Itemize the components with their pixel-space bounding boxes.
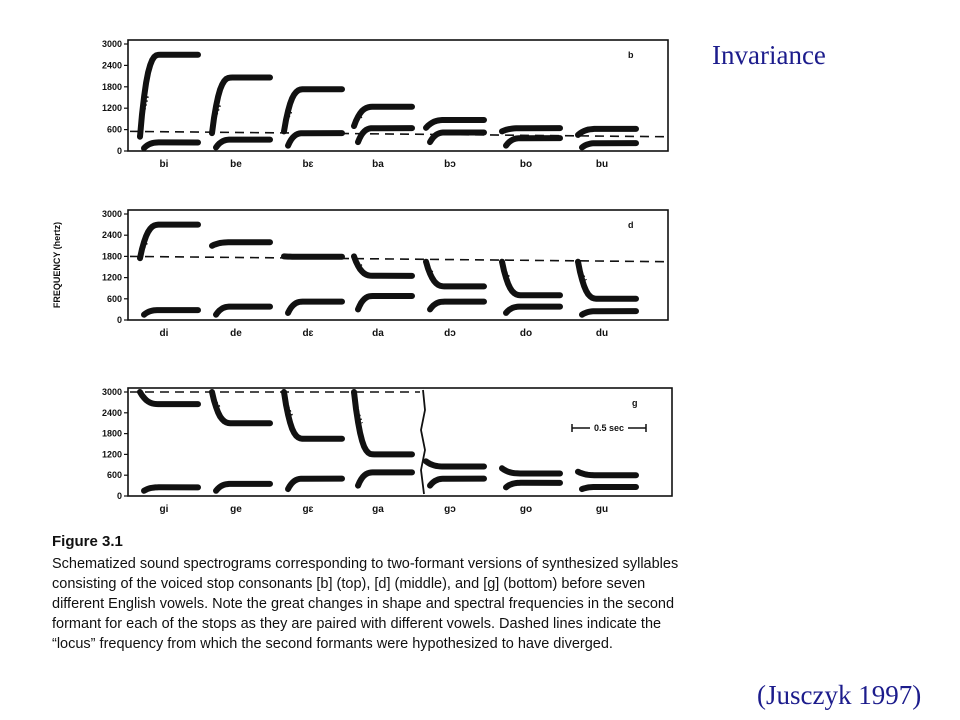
panel-letter: d xyxy=(628,220,634,230)
panel-frame xyxy=(128,40,668,151)
formant-f2 xyxy=(284,89,342,131)
caption-body: Schematized sound spectrograms corresponding to two-formant versions of synthesized syllables consisting of the voiced stop consonants [b] (top), [d] (middle), and [g] (bottom) before seven different English vowels. Note the great changes in shape and spectral frequencies in the second formant for each of the stops as they are paired with different vowels. Dashed lines indicate the “locus” frequency from which the second formants were hypothesized to have diverged. xyxy=(52,556,679,652)
syllable-label: gɔ xyxy=(444,504,456,515)
formant-f1 xyxy=(288,133,342,145)
locus-line xyxy=(130,256,666,261)
formant-f1 xyxy=(506,483,560,488)
syllable-label: gi xyxy=(159,504,169,515)
formant-f2 xyxy=(212,78,270,134)
y-tick-label: 2400 xyxy=(101,407,122,418)
formant-f2 xyxy=(502,262,560,296)
formant-f2 xyxy=(578,129,636,135)
formant-f2 xyxy=(578,262,636,299)
caption-heading: Figure 3.1 xyxy=(52,533,123,550)
syllable-label: dɔ xyxy=(444,328,456,339)
formant-f2 xyxy=(502,468,560,473)
panel-letter: b xyxy=(628,50,634,60)
syllable-label: dɛ xyxy=(302,328,314,339)
figure-caption xyxy=(52,532,682,654)
formant-f2 xyxy=(578,472,636,475)
y-tick-label: 1800 xyxy=(101,81,122,92)
syllable-label: ba xyxy=(372,159,384,170)
citation: (Jusczyk 1997) xyxy=(757,680,922,710)
formant-f1 xyxy=(430,302,484,310)
formant-f2 xyxy=(426,120,484,128)
panel-d xyxy=(102,209,668,339)
formant-f2 xyxy=(426,262,484,287)
formant-f1 xyxy=(506,138,560,145)
formant-f2 xyxy=(212,392,270,423)
y-tick-label: 1200 xyxy=(101,449,122,460)
syllable-label: da xyxy=(372,328,384,339)
formant-f2 xyxy=(140,55,198,137)
formant-f1 xyxy=(216,484,270,491)
time-scale-bar xyxy=(572,423,646,433)
formant-f2 xyxy=(354,107,412,126)
y-tick-label: 3000 xyxy=(101,209,122,219)
panel-b xyxy=(102,39,668,170)
formant-f1 xyxy=(144,487,198,491)
syllable-label: bɔ xyxy=(444,159,456,170)
y-tick-label: 1800 xyxy=(101,251,122,262)
formant-f2 xyxy=(502,128,560,131)
panel-frame xyxy=(128,210,668,320)
formant-f1 xyxy=(582,143,636,147)
formant-f1 xyxy=(144,142,198,148)
y-tick-label: 1200 xyxy=(101,272,122,283)
syllable-label: di xyxy=(159,328,169,339)
formant-f1 xyxy=(288,479,342,489)
y-tick-label: 2400 xyxy=(101,60,122,71)
formant-f2 xyxy=(140,225,198,259)
syllable-label: go xyxy=(519,504,533,515)
syllable-label: ge xyxy=(230,504,242,515)
slide-title: Invariance xyxy=(712,40,826,70)
spectrogram-panels xyxy=(102,39,672,515)
splice-marker xyxy=(421,390,425,494)
y-tick-label: 1800 xyxy=(101,428,122,439)
formant-f1 xyxy=(430,132,484,142)
y-tick-label: 3000 xyxy=(101,39,122,49)
formant-f1 xyxy=(216,140,270,148)
syllable-label: ga xyxy=(372,504,384,515)
y-tick-label: 3000 xyxy=(101,387,122,397)
formant-f2 xyxy=(426,461,484,466)
formant-f1 xyxy=(358,296,412,309)
formant-f2 xyxy=(212,242,270,246)
syllable-label: bu xyxy=(595,159,609,170)
panel-g xyxy=(102,387,672,515)
formant-f1 xyxy=(288,302,342,313)
formant-f1 xyxy=(144,310,198,315)
formant-f1 xyxy=(358,128,412,142)
y-axis-label: FREQUENCY (hertz) xyxy=(52,221,62,309)
syllable-label: do xyxy=(519,328,533,339)
syllable-label: gu xyxy=(595,504,609,515)
y-tick-label: 0 xyxy=(116,146,122,156)
formant-f1 xyxy=(216,307,270,315)
y-tick-label: 0 xyxy=(116,491,122,501)
syllable-label: du xyxy=(595,328,609,339)
syllable-label: de xyxy=(230,328,242,339)
y-tick-label: 1200 xyxy=(101,103,122,114)
formant-f1 xyxy=(358,472,412,485)
y-tick-label: 0 xyxy=(116,315,122,325)
formant-f2 xyxy=(354,392,412,454)
formant-f2 xyxy=(140,392,198,404)
panel-letter: g xyxy=(632,398,638,408)
syllable-label: bi xyxy=(159,159,169,170)
syllable-label: gɛ xyxy=(302,504,314,515)
scale-bar-label: 0.5 sec xyxy=(593,423,625,433)
y-tick-label: 600 xyxy=(106,124,122,135)
y-tick-label: 2400 xyxy=(101,230,122,241)
panel-frame xyxy=(128,388,672,496)
syllable-label: bɛ xyxy=(302,159,314,170)
syllable-label: bo xyxy=(519,159,533,170)
formant-f1 xyxy=(430,479,484,486)
y-tick-label: 600 xyxy=(106,293,122,304)
formant-f1 xyxy=(582,487,636,489)
formant-f1 xyxy=(582,311,636,315)
formant-f1 xyxy=(506,307,560,313)
formant-f2 xyxy=(284,392,342,439)
y-tick-label: 600 xyxy=(106,470,122,481)
syllable-label: be xyxy=(230,159,242,170)
